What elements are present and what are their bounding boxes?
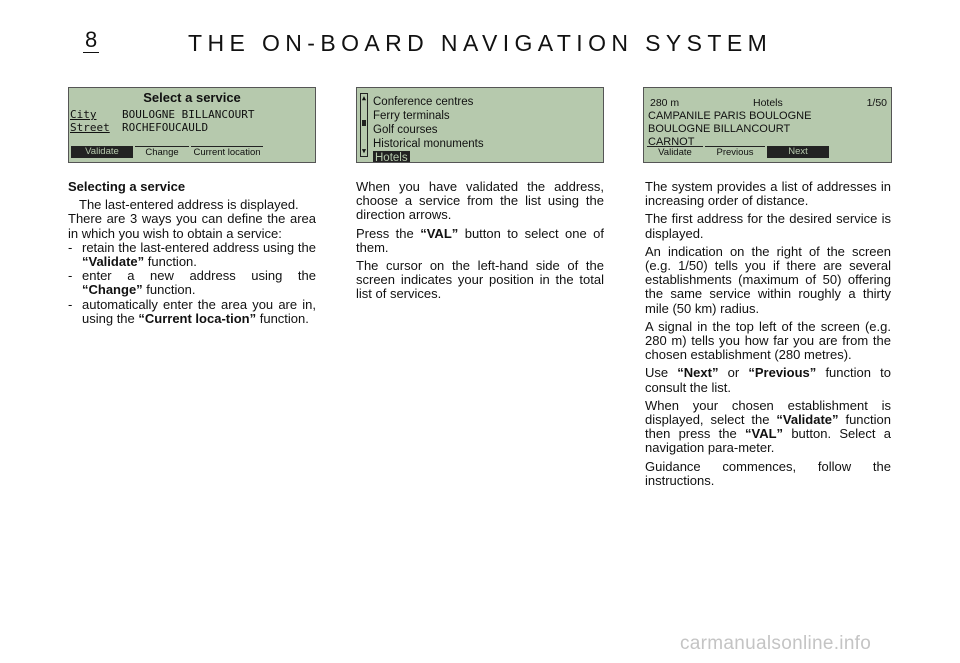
list-item[interactable]: Ferry terminals bbox=[373, 110, 450, 122]
screen1-tabs bbox=[69, 146, 315, 158]
paragraph: The last-entered address is displayed. bbox=[79, 197, 299, 213]
paragraph: Guidance commences, follow the instructions. bbox=[645, 458, 891, 488]
paragraph: Use “Next” or “Previous” function to consult the list. bbox=[645, 365, 891, 395]
list-item: BOULOGNE BILLANCOURT bbox=[648, 123, 791, 135]
service-list bbox=[373, 95, 484, 163]
paragraph: The first address for the desired service is displayed. bbox=[645, 211, 891, 241]
result-count: 1/50 bbox=[866, 97, 887, 109]
paragraph: When your chosen establishment is displayed, select the “Validate” function then press the “VAL” button. Select a navigation para-meter. bbox=[645, 397, 891, 456]
city-label: City bbox=[70, 108, 97, 121]
scroll-cursor bbox=[362, 120, 366, 126]
previous-tab[interactable]: Previous bbox=[705, 146, 765, 158]
screen3-tabs bbox=[644, 146, 891, 158]
paragraph: The cursor on the left-hand side of the screen indicates your position in the total list of services. bbox=[356, 258, 604, 302]
list-item: - automatically enter the area you are in, using the “Current loca-tion” function. bbox=[68, 296, 316, 326]
footer-watermark: carmanualsonline.info bbox=[680, 633, 872, 654]
next-tab[interactable]: Next bbox=[767, 146, 829, 158]
list-item: - enter a new address using the “Change” function. bbox=[68, 268, 316, 298]
screen-service-list bbox=[356, 87, 604, 163]
list-item[interactable]: Golf courses bbox=[373, 124, 438, 136]
current-location-tab[interactable]: Current location bbox=[191, 146, 263, 158]
paragraph: The system provides a list of addresses in increasing order of distance. bbox=[645, 179, 891, 209]
screen-title: Select a service bbox=[143, 90, 241, 105]
list-scrollbar[interactable] bbox=[360, 93, 368, 157]
list-item: CAMPANILE PARIS BOULOGNE bbox=[648, 110, 812, 122]
street-row bbox=[70, 121, 208, 134]
paragraph: Press the “VAL” button to select one of them. bbox=[356, 225, 604, 255]
column-choose-service bbox=[356, 180, 604, 306]
list-item-selected[interactable]: Hotels bbox=[375, 152, 408, 163]
list-item: - retain the last-entered address using the “Validate” function. bbox=[68, 239, 316, 270]
change-tab[interactable]: Change bbox=[135, 146, 189, 158]
page-number: 8 bbox=[85, 27, 98, 52]
page-title: THE ON-BOARD NAVIGATION SYSTEM bbox=[188, 30, 773, 56]
list-item: CARNOT bbox=[648, 136, 695, 148]
paragraph: There are 3 ways you can define the area in which you wish to obtain a service: bbox=[68, 211, 316, 241]
establishment-details bbox=[648, 110, 811, 149]
screen-hotel-results bbox=[643, 87, 892, 163]
list-item[interactable]: Historical monuments bbox=[373, 138, 484, 150]
screen-select-service bbox=[68, 87, 316, 163]
section-heading: Selecting a service bbox=[68, 179, 186, 194]
scroll-up-icon: ▲ bbox=[361, 94, 367, 102]
street-label: Street bbox=[70, 121, 110, 134]
distance-readout: 280 m bbox=[650, 97, 680, 109]
validate-tab[interactable]: Validate bbox=[71, 146, 133, 158]
column-results-list bbox=[645, 180, 891, 492]
list-item[interactable]: Conference centres bbox=[373, 96, 474, 108]
paragraph: A signal in the top left of the screen (e.g. 280 m) tells you how far you are from the chosen establishment (280 metres). bbox=[645, 318, 891, 363]
paragraph: An indication on the right of the screen (e.g. 1/50) tells you if there are several establishments (maximum of 50) offering the same service within roughly a thirty mile (50 km) radius. bbox=[645, 243, 891, 316]
column-selecting-service bbox=[68, 180, 316, 326]
service-name: Hotels bbox=[753, 97, 783, 109]
scroll-down-icon: ▼ bbox=[361, 147, 367, 155]
city-row bbox=[70, 108, 254, 121]
paragraph: When you have validated the address, choose a service from the list using the direction arrows. bbox=[356, 179, 604, 223]
street-value: ROCHEFOUCAULD bbox=[122, 121, 209, 134]
city-value: BOULOGNE BILLANCOURT bbox=[122, 108, 255, 121]
validate-tab[interactable]: Validate bbox=[647, 146, 703, 158]
